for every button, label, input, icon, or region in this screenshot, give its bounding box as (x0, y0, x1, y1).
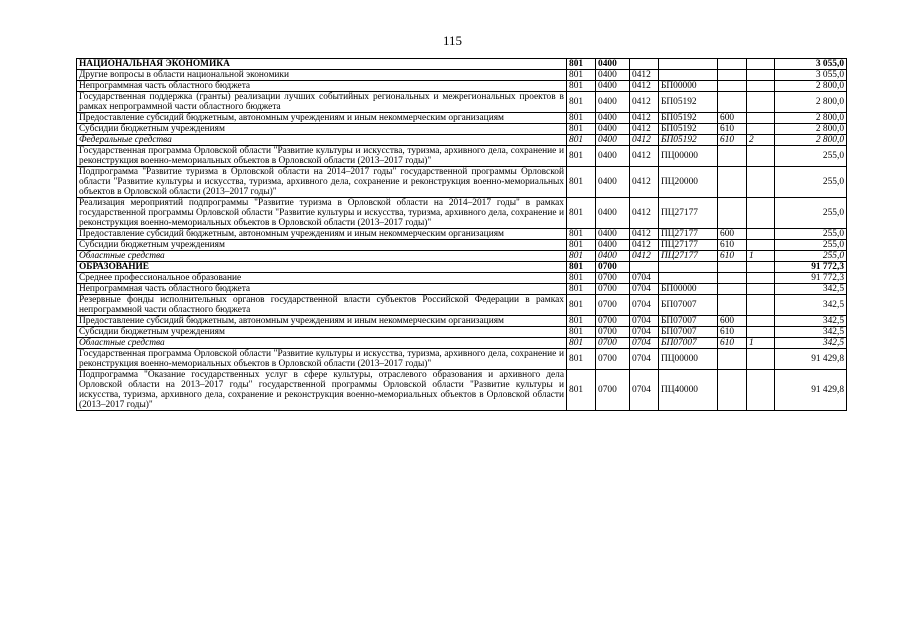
ministry-code: 801 (567, 229, 596, 240)
section-code: 0400 (596, 70, 630, 81)
table-row (77, 198, 847, 229)
subsection-code: 0412 (630, 135, 659, 146)
table-row (77, 146, 847, 167)
ministry-code: 801 (567, 124, 596, 135)
subsection-code: 0412 (630, 251, 659, 262)
target-article-code: БП05192 (659, 124, 718, 135)
subsection-code: 0704 (630, 349, 659, 370)
row-name: Среднее профессиональное образование (77, 273, 567, 284)
target-article-code: БП00000 (659, 284, 718, 295)
ministry-code: 801 (567, 81, 596, 92)
target-article-code: ПЦ00000 (659, 146, 718, 167)
expense-type-code (718, 59, 747, 70)
amount: 2 800,0 (775, 113, 847, 124)
table-row (77, 70, 847, 81)
row-name: Федеральные средства (77, 135, 567, 146)
subsection-code: 0704 (630, 284, 659, 295)
ministry-code: 801 (567, 338, 596, 349)
section-code: 0400 (596, 59, 630, 70)
expense-type-code (718, 273, 747, 284)
row-name: Субсидии бюджетным учреждениям (77, 240, 567, 251)
row-name: Государственная поддержка (гранты) реализации лучших событийных региональных и межрегиональных проектов в рамках непрограммной части областного бюджета (77, 92, 567, 113)
amount: 3 055,0 (775, 70, 847, 81)
expense-type-code (718, 92, 747, 113)
row-name: Областные средства (77, 251, 567, 262)
table-row (77, 262, 847, 273)
section-code: 0700 (596, 295, 630, 316)
section-code: 0700 (596, 338, 630, 349)
ministry-code: 801 (567, 198, 596, 229)
target-article-code: БП05192 (659, 135, 718, 146)
amount: 342,5 (775, 295, 847, 316)
section-code: 0700 (596, 273, 630, 284)
ministry-code: 801 (567, 316, 596, 327)
target-article-code (659, 70, 718, 81)
funding-source-code (747, 273, 775, 284)
ministry-code: 801 (567, 349, 596, 370)
budget-table-body (77, 59, 847, 411)
expense-type-code: 600 (718, 316, 747, 327)
expense-type-code (718, 198, 747, 229)
subsection-code: 0412 (630, 240, 659, 251)
amount: 342,5 (775, 284, 847, 295)
amount: 342,5 (775, 327, 847, 338)
funding-source-code: 2 (747, 135, 775, 146)
expense-type-code (718, 167, 747, 198)
funding-source-code (747, 146, 775, 167)
subsection-code (630, 262, 659, 273)
table-row (77, 273, 847, 284)
target-article-code (659, 273, 718, 284)
table-row (77, 251, 847, 262)
row-name: Субсидии бюджетным учреждениям (77, 124, 567, 135)
row-name: НАЦИОНАЛЬНАЯ ЭКОНОМИКА (77, 59, 567, 70)
funding-source-code (747, 370, 775, 411)
expense-type-code (718, 262, 747, 273)
funding-source-code (747, 229, 775, 240)
table-row (77, 327, 847, 338)
ministry-code: 801 (567, 70, 596, 81)
amount: 91 772,3 (775, 273, 847, 284)
amount: 255,0 (775, 146, 847, 167)
subsection-code: 0704 (630, 273, 659, 284)
table-row (77, 113, 847, 124)
subsection-code: 0412 (630, 198, 659, 229)
expense-type-code: 610 (718, 124, 747, 135)
expense-type-code: 600 (718, 113, 747, 124)
row-name: Подпрограмма "Оказание государственных услуг в сфере культуры, отраслевого образования и архивного дела Орловской области на 2013–2017 годы" государственной программы Орловской области "Развитие культуры и искусства, туризма, архивного дела, сохранение и реконструкция военно-мемориальных объектов в Орловской области (2013–2017 годы)" (77, 370, 567, 411)
funding-source-code (747, 124, 775, 135)
expense-type-code: 610 (718, 135, 747, 146)
amount: 255,0 (775, 229, 847, 240)
ministry-code: 801 (567, 273, 596, 284)
target-article-code: ПЦ27177 (659, 251, 718, 262)
section-code: 0400 (596, 92, 630, 113)
funding-source-code (747, 113, 775, 124)
amount: 342,5 (775, 338, 847, 349)
subsection-code: 0412 (630, 113, 659, 124)
ministry-code: 801 (567, 135, 596, 146)
subsection-code: 0704 (630, 338, 659, 349)
ministry-code: 801 (567, 146, 596, 167)
target-article-code: ПЦ27177 (659, 240, 718, 251)
section-code: 0400 (596, 251, 630, 262)
ministry-code: 801 (567, 284, 596, 295)
subsection-code: 0412 (630, 70, 659, 81)
target-article-code (659, 262, 718, 273)
row-name: Предоставление субсидий бюджетным, автономным учреждениям и иным некоммерческим организациям (77, 113, 567, 124)
funding-source-code (747, 284, 775, 295)
amount: 255,0 (775, 167, 847, 198)
target-article-code: ПЦ00000 (659, 349, 718, 370)
subsection-code: 0412 (630, 124, 659, 135)
table-row (77, 316, 847, 327)
ministry-code: 801 (567, 59, 596, 70)
ministry-code: 801 (567, 92, 596, 113)
subsection-code: 0412 (630, 81, 659, 92)
expense-type-code: 610 (718, 338, 747, 349)
section-code: 0400 (596, 135, 630, 146)
section-code: 0700 (596, 370, 630, 411)
table-row (77, 349, 847, 370)
target-article-code: ПЦ40000 (659, 370, 718, 411)
row-name: Государственная программа Орловской области "Развитие культуры и искусства, туризма, архивного дела, сохранение и реконструкция военно-мемориальных объектов в Орловской области (2013–2017 годы)" (77, 146, 567, 167)
table-row (77, 229, 847, 240)
funding-source-code (747, 198, 775, 229)
funding-source-code: 1 (747, 338, 775, 349)
row-name: Резервные фонды исполнительных органов государственной власти субъектов Российской Федерации в рамках непрограммной части областного бюджета (77, 295, 567, 316)
ministry-code: 801 (567, 113, 596, 124)
expense-type-code (718, 295, 747, 316)
funding-source-code (747, 81, 775, 92)
section-code: 0700 (596, 349, 630, 370)
section-code: 0400 (596, 240, 630, 251)
expense-type-code (718, 146, 747, 167)
subsection-code (630, 59, 659, 70)
funding-source-code: 1 (747, 251, 775, 262)
section-code: 0400 (596, 198, 630, 229)
amount: 255,0 (775, 240, 847, 251)
section-code: 0400 (596, 146, 630, 167)
row-name: Предоставление субсидий бюджетным, автономным учреждениям и иным некоммерческим организациям (77, 229, 567, 240)
section-code: 0700 (596, 316, 630, 327)
ministry-code: 801 (567, 327, 596, 338)
amount: 255,0 (775, 198, 847, 229)
table-row (77, 59, 847, 70)
table-row (77, 338, 847, 349)
funding-source-code (747, 70, 775, 81)
target-article-code: БП07007 (659, 295, 718, 316)
page-number: 115 (442, 33, 463, 48)
amount: 91 772,3 (775, 262, 847, 273)
expense-type-code (718, 370, 747, 411)
row-name: Областные средства (77, 338, 567, 349)
amount: 91 429,8 (775, 349, 847, 370)
row-name: ОБРАЗОВАНИЕ (77, 262, 567, 273)
table-row (77, 370, 847, 411)
amount: 91 429,8 (775, 370, 847, 411)
ministry-code: 801 (567, 295, 596, 316)
ministry-code: 801 (567, 251, 596, 262)
funding-source-code (747, 327, 775, 338)
amount: 2 800,0 (775, 92, 847, 113)
expense-type-code: 610 (718, 240, 747, 251)
expense-type-code: 610 (718, 251, 747, 262)
table-row (77, 284, 847, 295)
target-article-code: ПЦ27177 (659, 229, 718, 240)
expense-type-code (718, 81, 747, 92)
row-name: Другие вопросы в области национальной экономики (77, 70, 567, 81)
row-name: Непрограммная часть областного бюджета (77, 81, 567, 92)
expense-type-code: 600 (718, 229, 747, 240)
budget-table (76, 58, 847, 411)
ministry-code: 801 (567, 262, 596, 273)
target-article-code: БП05192 (659, 113, 718, 124)
row-name: Непрограммная часть областного бюджета (77, 284, 567, 295)
funding-source-code (747, 59, 775, 70)
amount: 3 055,0 (775, 59, 847, 70)
amount: 255,0 (775, 251, 847, 262)
subsection-code: 0412 (630, 167, 659, 198)
table-row (77, 167, 847, 198)
row-name: Государственная программа Орловской области "Развитие культуры и искусства, туризма, архивного дела, сохранение и реконструкция военно-мемориальных объектов в Орловской области (2013–2017 годы)" (77, 349, 567, 370)
funding-source-code (747, 349, 775, 370)
row-name: Предоставление субсидий бюджетным, автономным учреждениям и иным некоммерческим организациям (77, 316, 567, 327)
target-article-code: БП05192 (659, 92, 718, 113)
subsection-code: 0704 (630, 370, 659, 411)
section-code: 0400 (596, 124, 630, 135)
ministry-code: 801 (567, 240, 596, 251)
funding-source-code (747, 167, 775, 198)
subsection-code: 0412 (630, 229, 659, 240)
row-name: Субсидии бюджетным учреждениям (77, 327, 567, 338)
ministry-code: 801 (567, 370, 596, 411)
section-code: 0700 (596, 262, 630, 273)
expense-type-code (718, 349, 747, 370)
funding-source-code (747, 295, 775, 316)
row-name: Подпрограмма "Развитие туризма в Орловской области на 2014–2017 годы" государственной программы Орловской области "Развитие культуры и искусства, туризма, архивного дела, сохранение и реконструкция военно-мемориальных объектов в Орловской области (2013–2017 годы)" (77, 167, 567, 198)
table-row (77, 81, 847, 92)
expense-type-code: 610 (718, 327, 747, 338)
funding-source-code (747, 316, 775, 327)
target-article-code: ПЦ20000 (659, 167, 718, 198)
target-article-code: БП07007 (659, 338, 718, 349)
table-row (77, 92, 847, 113)
subsection-code: 0412 (630, 146, 659, 167)
section-code: 0400 (596, 81, 630, 92)
amount: 342,5 (775, 316, 847, 327)
table-row (77, 295, 847, 316)
target-article-code: БП07007 (659, 316, 718, 327)
target-article-code (659, 59, 718, 70)
target-article-code: БП07007 (659, 327, 718, 338)
amount: 2 800,0 (775, 135, 847, 146)
funding-source-code (747, 240, 775, 251)
amount: 2 800,0 (775, 81, 847, 92)
expense-type-code (718, 70, 747, 81)
table-row (77, 124, 847, 135)
target-article-code: БП00000 (659, 81, 718, 92)
table-row (77, 135, 847, 146)
expense-type-code (718, 284, 747, 295)
section-code: 0700 (596, 284, 630, 295)
subsection-code: 0704 (630, 295, 659, 316)
row-name: Реализация мероприятий подпрограммы "Развитие туризма в Орловской области на 2014–2017 годы" в рамках государственной программы Орловской области "Развитие культуры и искусства, туризма, архивного дела, сохранение и реконструкция военно-мемориальных объектов в Орловской области (2013–2017 годы)" (77, 198, 567, 229)
subsection-code: 0412 (630, 92, 659, 113)
table-row (77, 240, 847, 251)
section-code: 0400 (596, 167, 630, 198)
section-code: 0400 (596, 229, 630, 240)
section-code: 0700 (596, 327, 630, 338)
section-code: 0400 (596, 113, 630, 124)
ministry-code: 801 (567, 167, 596, 198)
funding-source-code (747, 262, 775, 273)
subsection-code: 0704 (630, 316, 659, 327)
subsection-code: 0704 (630, 327, 659, 338)
amount: 2 800,0 (775, 124, 847, 135)
funding-source-code (747, 92, 775, 113)
target-article-code: ПЦ27177 (659, 198, 718, 229)
